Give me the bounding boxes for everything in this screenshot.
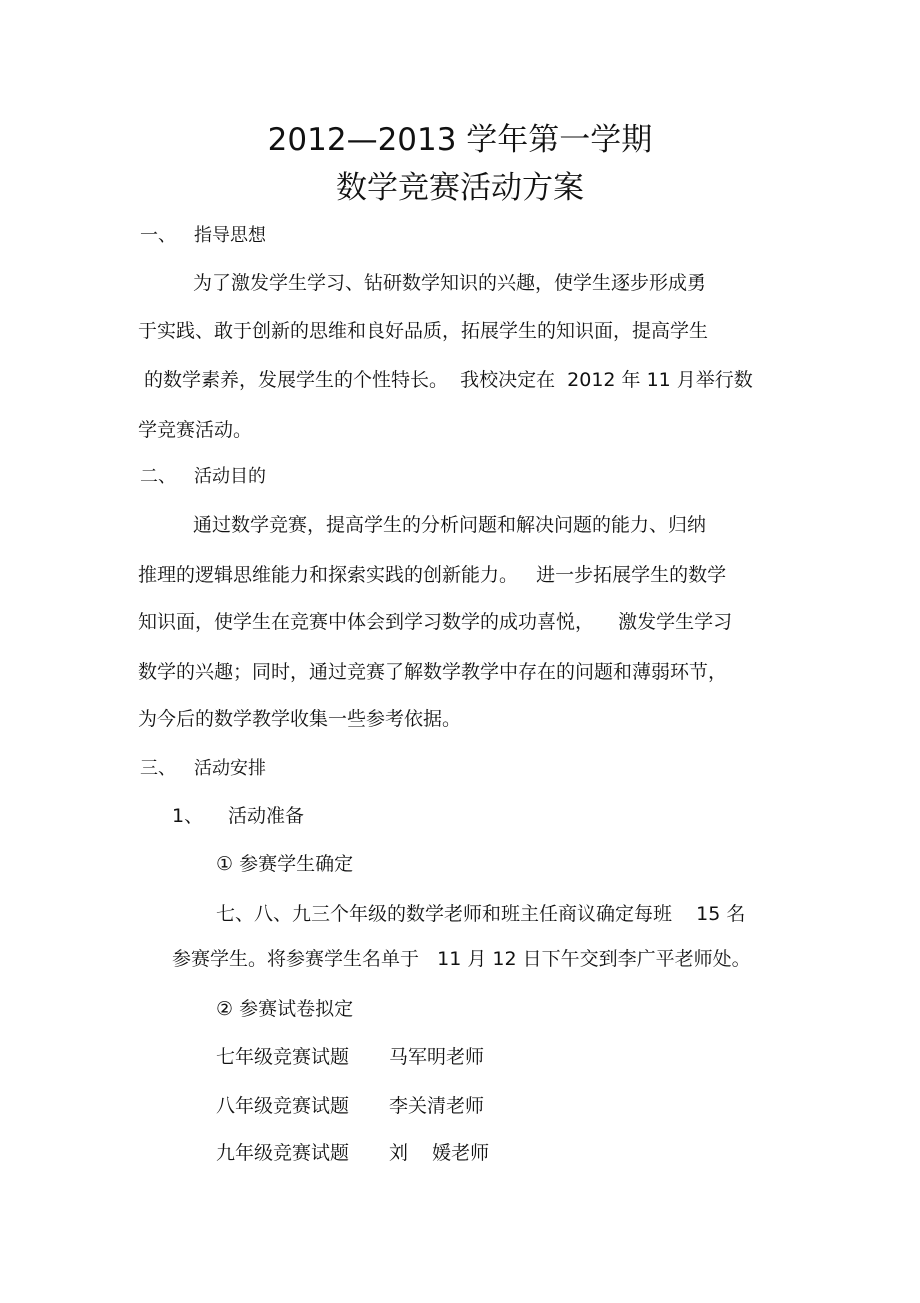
section2-line3: 知识面，使学生在竞赛中体会到学习数学的成功喜悦， 激发学生学习 (138, 611, 733, 633)
section2-number: 二、 (140, 466, 176, 487)
subsection1-heading: 活动准备 (228, 805, 305, 827)
section3-number: 三、 (140, 758, 176, 779)
section2-line2: 推理的逻辑思维能力和探索实践的创新能力。 进一步拓展学生的数学 (138, 564, 727, 586)
assignment-grade9: 九年级竞赛试题 (216, 1142, 350, 1164)
section1-heading: 指导思想 (194, 225, 266, 246)
subsection1-number: 1、 (172, 805, 204, 827)
item1-line1: 七、八、九三个年级的数学老师和班主任商议确定每班 15 名 (216, 903, 746, 925)
assignment-grade8: 八年级竞赛试题 (216, 1095, 350, 1117)
section1-line1: 为了激发学生学习、钻研数学知识的兴趣，使学生逐步形成勇 (193, 272, 707, 294)
section2-heading: 活动目的 (194, 466, 266, 487)
section2-line4: 数学的兴趣；同时，通过竞赛了解数学教学中存在的问题和薄弱环节， (138, 661, 728, 683)
section3-heading: 活动安排 (194, 758, 266, 779)
section2-line1: 通过数学竞赛，提高学生的分析问题和解决问题的能力、归纳 (193, 514, 707, 536)
section1-line4: 学竞赛活动。 (138, 419, 253, 441)
section1-line3: 的数学素养，发展学生的个性特长。 我校决定在 2012 年 11 月举行数 (144, 369, 753, 391)
assignment-teacher7: 马军明老师 (389, 1046, 485, 1068)
section1-line2: 于实践、敢于创新的思维和良好品质，拓展学生的知识面，提高学生 (138, 320, 709, 342)
assignment-grade7: 七年级竞赛试题 (216, 1046, 350, 1068)
item2-heading: ② 参赛试卷拟定 (216, 998, 354, 1020)
item1-heading: ① 参赛学生确定 (216, 853, 354, 875)
document-title-line2: 数学竞赛活动方案 (336, 170, 584, 206)
section2-line5: 为今后的数学教学收集一些参考依据。 (138, 708, 462, 730)
assignment-teacher9: 刘 媛老师 (389, 1142, 490, 1164)
item1-line2: 参赛学生。将参赛学生名单于 11 月 12 日下午交到李广平老师处。 (172, 948, 751, 970)
section1-number: 一、 (140, 225, 176, 246)
assignment-teacher8: 李关清老师 (389, 1095, 485, 1117)
document-title-line1: 2012—2013 学年第一学期 (267, 122, 653, 158)
